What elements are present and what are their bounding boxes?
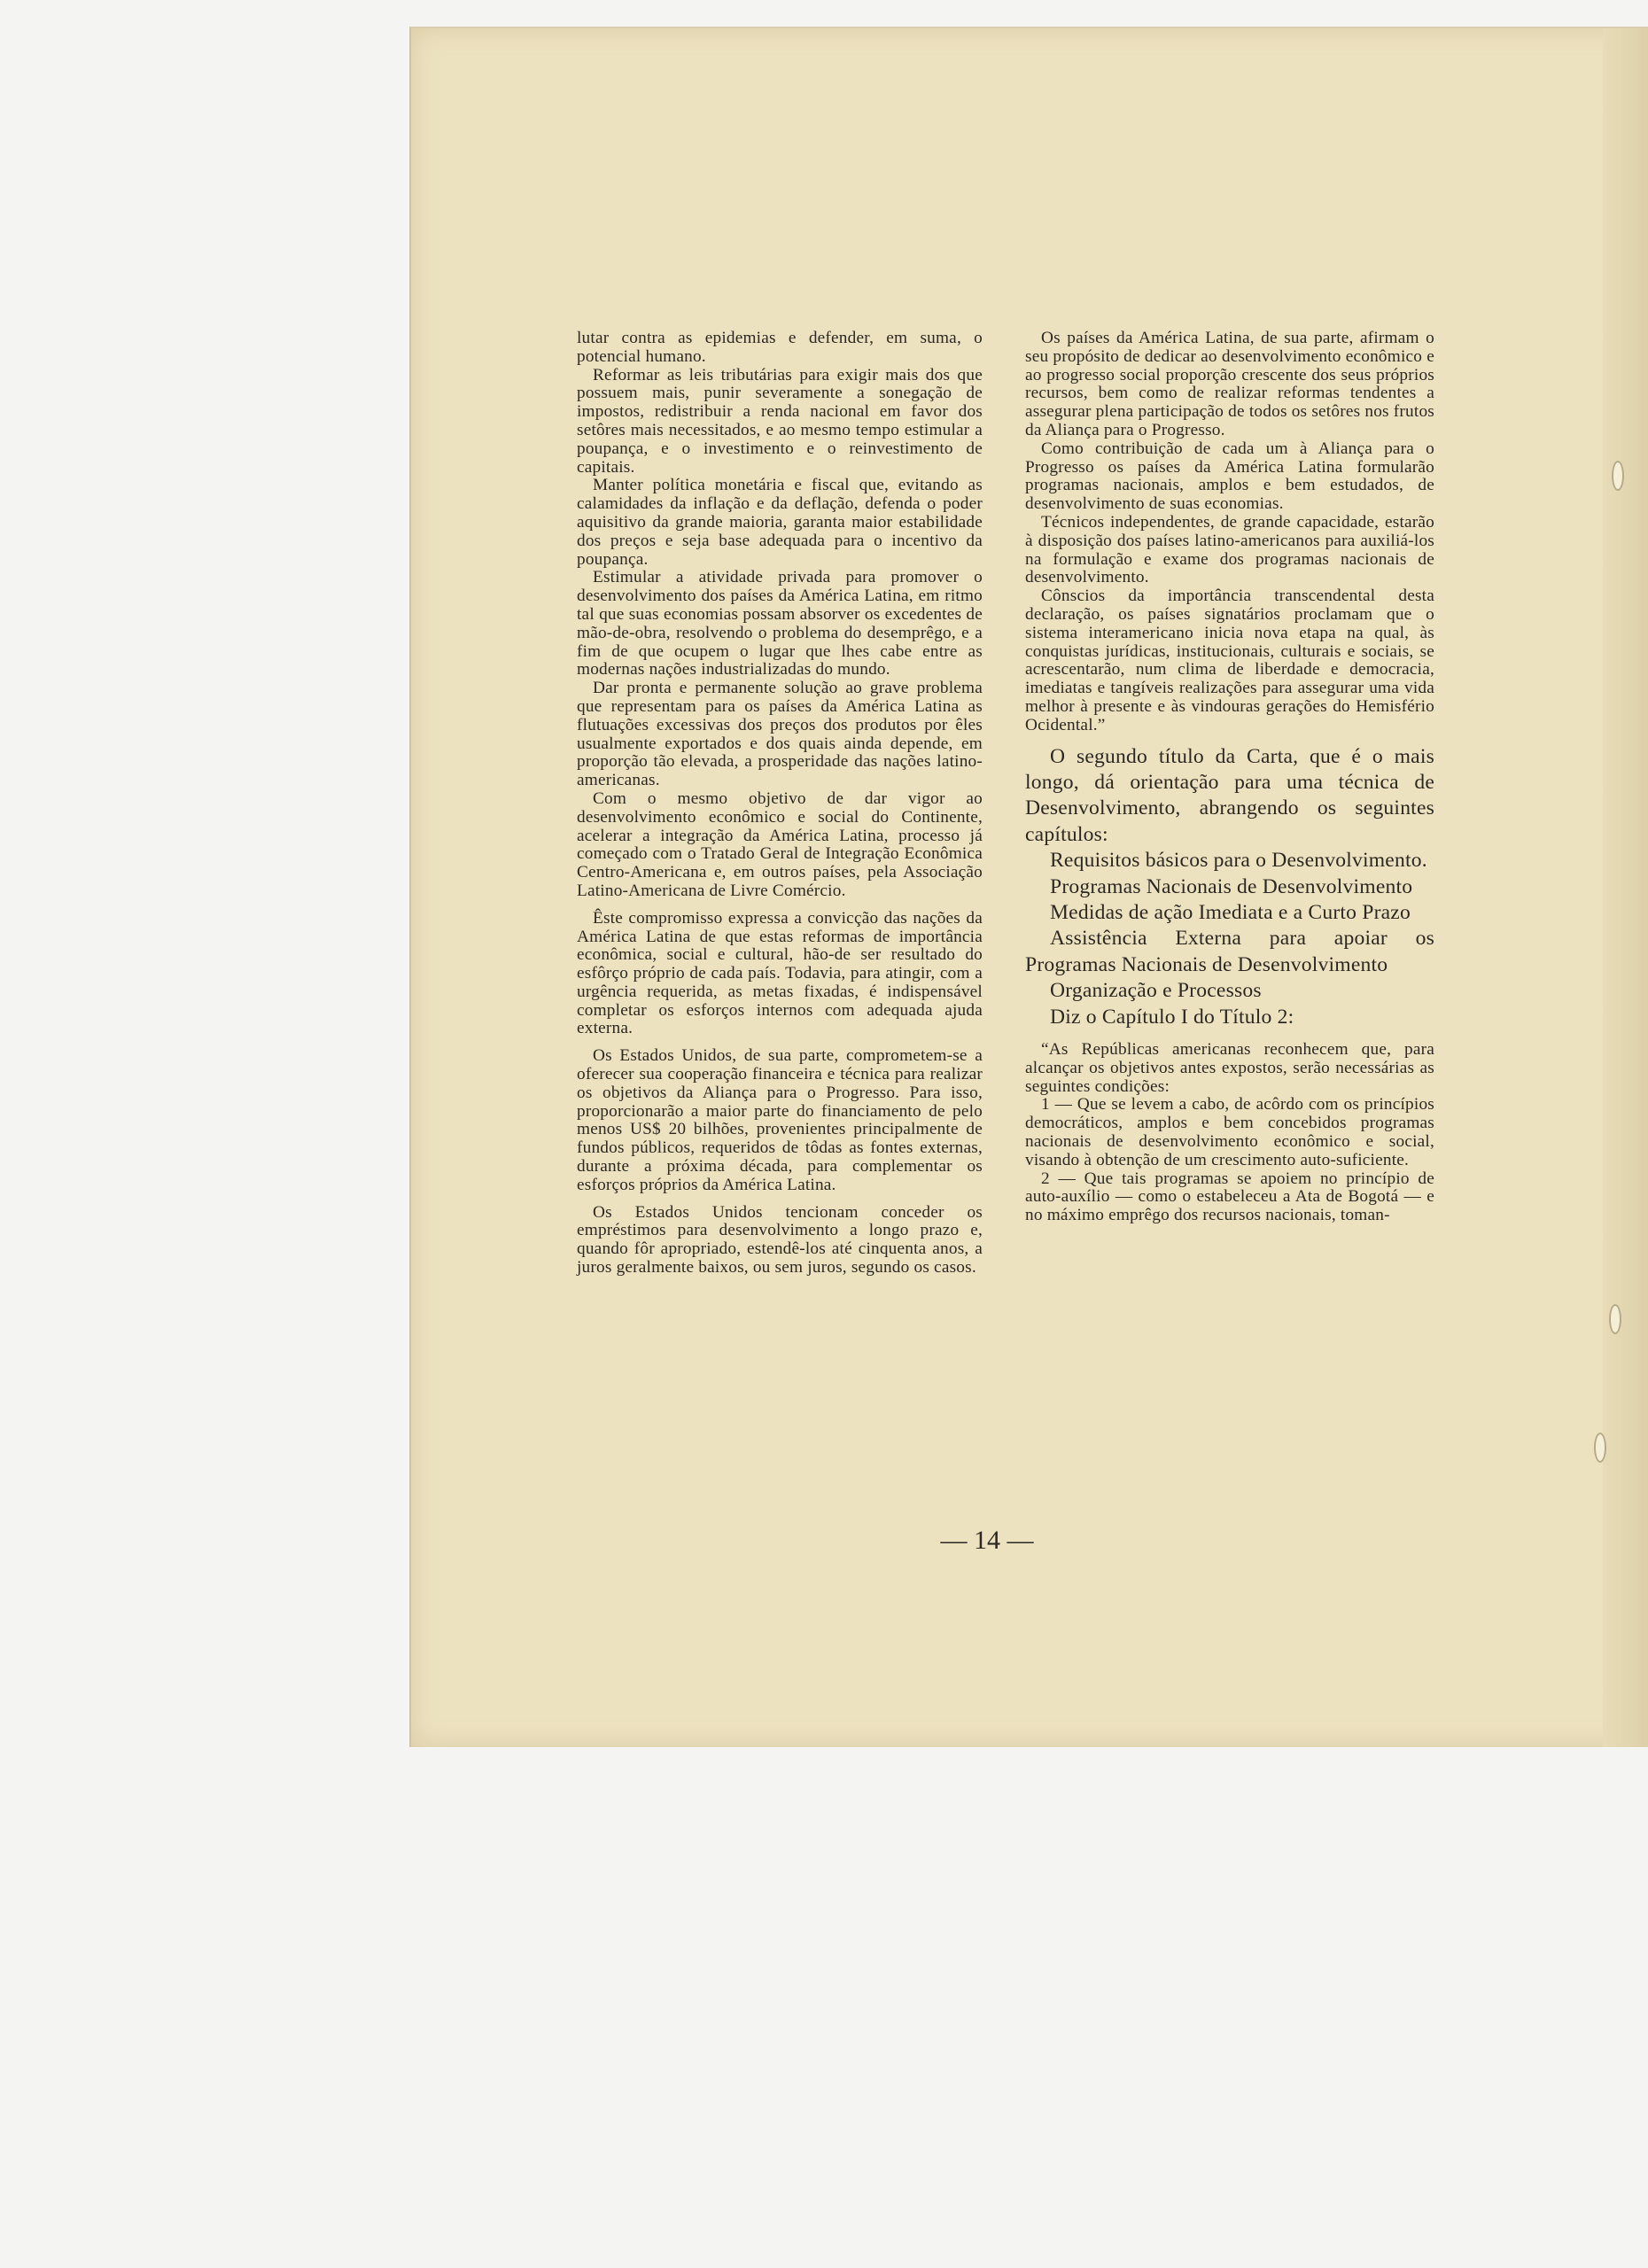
- paragraph: 2 — Que tais programas se apoiem no princípio de auto-auxílio — como o estabeleceu a Ata de Bogotá — e no máximo emprêgo dos recursos nacionais, toman-: [1025, 1169, 1434, 1225]
- paragraph: Diz o Capítulo I do Título 2:: [1050, 1005, 1294, 1029]
- paragraph: Cônscios da importância transcendental desta declaração, os países signatários proclamam que o sistema interamericano inicia nova etapa na qual, às conquistas jurídicas, institucionais, culturais e sociais, se acrescentarão, num clima de liberdade e democracia, imediatas e tangíveis realizações para assegurar uma vida melhor à presente e às vindouras gerações do Hemisfério Ocidental.”: [1025, 586, 1434, 734]
- paragraph: Estimular a atividade privada para promover o desenvolvimento dos países da América Latina, em ritmo tal que suas economias possam absorver os excedentes de mão-de-obra, resolvendo o problema do desemprêgo, e a fim de que ocupem o lugar que lhes cabe entre as modernas nações industrializadas do mundo.: [577, 568, 983, 680]
- paragraph: Com o mesmo objetivo de dar vigor ao desenvolvimento econômico e social do Continente, acelerar a integração da América Latina, processo já começado com o Tratado Geral de Integração Econômica Centro-Americana e, em outros países, pela Associação Latino-Americana de Livre Comércio.: [577, 788, 983, 900]
- paragraph: Organização e Processos: [1050, 979, 1262, 1003]
- binding-hole: [1594, 1433, 1606, 1463]
- paragraph: O segundo título da Carta, que é o mais longo, dá orientação para uma técnica de Desenvolvimento, abrangendo os seguintes capítulos:: [1025, 744, 1434, 846]
- paragraph: “As Repúblicas americanas reconhecem que, para alcançar os objetivos antes expostos, serão necessárias as seguintes condições:: [1025, 1040, 1434, 1096]
- document-page: [409, 27, 1648, 1747]
- paragraph: Como contribuição de cada um à Aliança para o Progresso os países da América Latina formularão programas nacionais, amplos e bem estudados, de desenvolvimento de suas economias.: [1025, 439, 1434, 514]
- paragraph: Reformar as leis tributárias para exigir mais dos que possuem mais, punir severamente a sonegação de impostos, redistribuir a renda nacional em favor dos setôres mais necessitados, e ao mesmo tempo estimular a poupança, e o investimento e o reinvestimento de capitais.: [577, 365, 983, 477]
- paragraph: Técnicos independentes, de grande capacidade, estarão à disposição dos países latino-americanos para auxiliá-los na formulação e exame dos programas nacionais de desenvolvimento.: [1025, 512, 1434, 587]
- page-fold-edge: [1603, 28, 1648, 1747]
- paragraph: Manter política monetária e fiscal que, evitando as calamidades da inflação e da deflação, defenda o poder aquisitivo da grande maioria, garanta maior estabilidade dos preços e seja base adequada para o incentivo da poupança.: [577, 476, 983, 569]
- paragraph: Os Estados Unidos tencionam conceder os empréstimos para desenvolvimento a longo prazo e, quando fôr apropriado, estendê-los até cinquenta anos, a juros geralmente baixos, ou sem juros, segundo os casos.: [577, 1202, 983, 1278]
- left-text-column: [577, 330, 983, 1278]
- paragraph: 1 — Que se levem a cabo, de acôrdo com os princípios democráticos, amplos e bem concebidos programas nacionais de desenvolvimento econômico e social, visando à obtenção de um crescimento auto-suficiente.: [1025, 1095, 1434, 1169]
- paragraph: Programas Nacionais de Desenvolvimento: [1050, 874, 1413, 898]
- page-number: — 14 —: [940, 1526, 1034, 1555]
- paragraph: Dar pronta e permanente solução ao grave problema que representam para os países da América Latina as flutuações excessivas dos preços dos produtos por êles usualmente exportados e dos quais ainda depende, em proporção tão elevada, a prosperidade das nações latino-americanas.: [577, 679, 983, 790]
- paragraph: Medidas de ação Imediata e a Curto Prazo: [1050, 900, 1411, 924]
- paragraph: Os Estados Unidos, de sua parte, comprometem-se a oferecer sua cooperação financeira e técnica para realizar os objetivos da Aliança para o Progresso. Para isso, proporcionarão a maior parte do financiamento de pelo menos US$ 20 bilhões, provenientes principalmente de fundos públicos, requeridos de tôdas as fontes externas, durante a próxima década, para complementar os esforços próprios da América Latina.: [577, 1046, 983, 1194]
- paragraph: Os países da América Latina, de sua parte, afirmam o seu propósito de dedicar ao desenvolvimento econômico e ao progresso social proporção crescente dos seus próprios recursos, bem como de realizar reformas tendentes a assegurar plena participação de todos os setôres nos frutos da Aliança para o Progresso.: [1025, 329, 1434, 439]
- binding-hole: [1609, 1304, 1621, 1334]
- binding-hole: [1612, 461, 1624, 491]
- paragraph: Assistência Externa para apoiar os Programas Nacionais de Desenvolvimento: [1025, 927, 1434, 976]
- paragraph: Êste compromisso expressa a convicção das nações da América Latina de que estas reformas de importância econômica, social e cultural, hão-de ser resultado do esfôrço próprio de cada país. Todavia, para atingir, com a urgência requerida, as metas fixadas, é indispensável completar os esforços internos com adequada ajuda externa.: [577, 908, 983, 1038]
- right-text-column: [1025, 330, 1434, 1225]
- paragraph: lutar contra as epidemias e defender, em suma, o potencial humano.: [577, 329, 983, 366]
- paragraph: Requisitos básicos para o Desenvolvimento.: [1050, 849, 1427, 873]
